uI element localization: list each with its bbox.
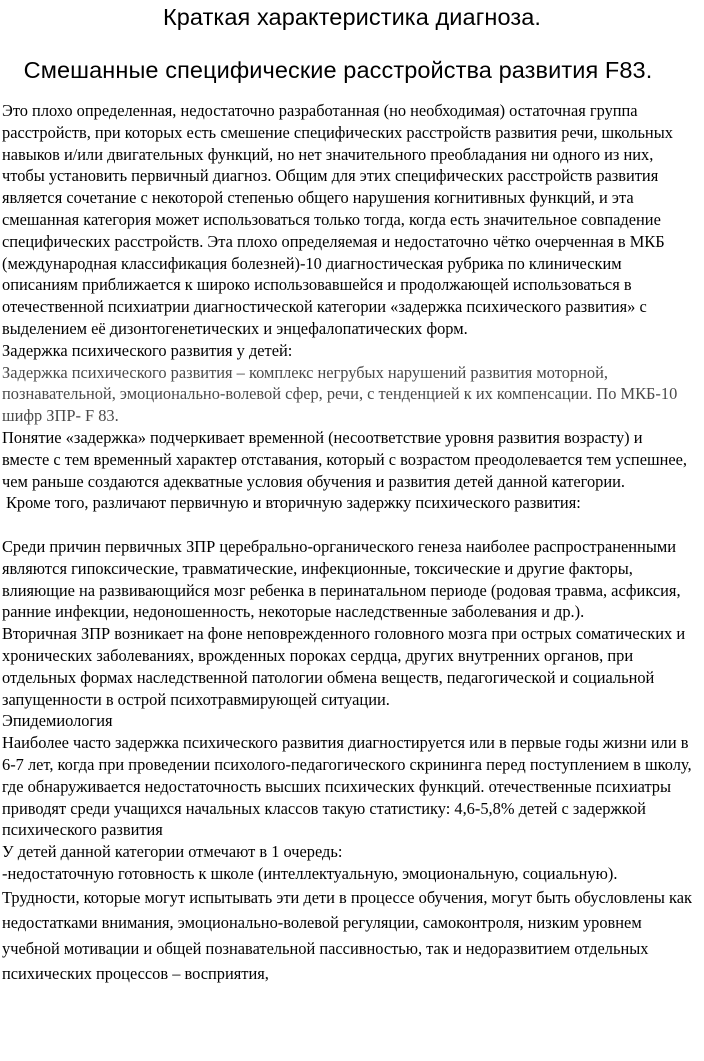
learning-difficulties-paragraph: Трудности, которые могут испытывать эти дети в процессе обучения, могут быть обусловлены как недостатками внимания, эмоционально-волевой регуляции, самоконтроля, низким уровнем учебной мотивации и общей познавательной пассивностью, так и недоразвитием отдельных психических процессов – восприятия,: [2, 887, 692, 984]
blank-line: [2, 514, 692, 536]
school-readiness-item: -недостаточную готовность к школе (интеллектуальную, эмоциональную, социальную).: [2, 863, 618, 883]
document-title: Краткая характеристика диагноза.: [162, 4, 542, 30]
intro-paragraph: Это плохо определенная, недостаточно разработанная (но необходимая) остаточная группа расстройств, при которых есть смешение специфических расстройств развития речи, школьных навыков и/или двигательных функций, но нет значительного преобладания ни одного из них, чтобы установить первичный диагноз. Общим для этих специфических расстройств развития является сочетание с некоторой степенью общего нарушения когнитивных функций, и эта смешанная категория может использоваться только тогда, когда есть значительное совпадение специфических расстройств. Эта плохо определяемая и недостаточно чётко очерченная в МКБ (международная классификация болезней)-10 диагностическая рубрика по клиническим описаниям приближается к широко использовавшейся и продолжающей использоваться в отечественной психиатрии диагностической категории «задержка психического развития» с выделением её дизонтогенетических и энцефалопатических форм.: [2, 101, 673, 338]
section-heading-epidemiology: Эпидемиология: [2, 711, 113, 731]
primary-causes-paragraph: Среди причин первичных ЗПР церебрально-органического генеза наиболее распространенными являются гипоксические, травматические, инфекционные, токсические и другие факторы, влияющие на развивающийся мозг ребенка в перинатальном периоде (родовая травма, асфиксия, ранние инфекции, недоношенность, некоторые наследственные заболевания и др.).: [2, 536, 681, 622]
secondary-zpr-paragraph: Вторичная ЗПР возникает на фоне неповрежденного головного мозга при острых соматических и хронических заболеваниях, врожденных пороках сердца, других внутренних органов, при отдельных формах наследственной патологии обмена веществ, педагогической и социальной запущенности в острой психотравмирующей ситуации.: [2, 624, 686, 709]
primary-secondary-paragraph: Кроме того, различают первичную и вторичную задержку психического развития:: [6, 493, 581, 513]
epidemiology-paragraph: Наиболее часто задержка психического развития диагностируется или в первые годы жизни или в 6-7 лет, когда при проведении психолого-педагогического скрининга перед поступлением в школу, где обнаруживается недостаточность высших психических функций. отечественные психиатры приводят среди учащихся начальных классов такую статистику: 4,6-5,8% детей с задержкой психического развития: [2, 733, 692, 840]
document-subtitle: Смешанные специфические расстройства развития F83.: [23, 57, 653, 83]
zpr-definition-paragraph: Задержка психического развития – комплекс негрубых нарушений развития моторной, познавательной, эмоционально-волевой сфер, речи, с тенденцией к их компенсации. По МКБ-10 шифр ЗПР- F 83.: [2, 362, 678, 426]
document-body: [2, 100, 692, 987]
delay-concept-paragraph: Понятие «задержка» подчеркивает временной (несоответствие уровня развития возрасту) и вместе с тем временный характер отставания, который с возрастом преодолевается тем успешнее, чем раньше создаются адекватные условия обучения и развития детей данной категории.: [2, 427, 688, 491]
section-heading-zpr: Задержка психического развития у детей:: [2, 340, 293, 360]
children-features-heading: У детей данной категории отмечают в 1 очередь:: [2, 842, 343, 862]
